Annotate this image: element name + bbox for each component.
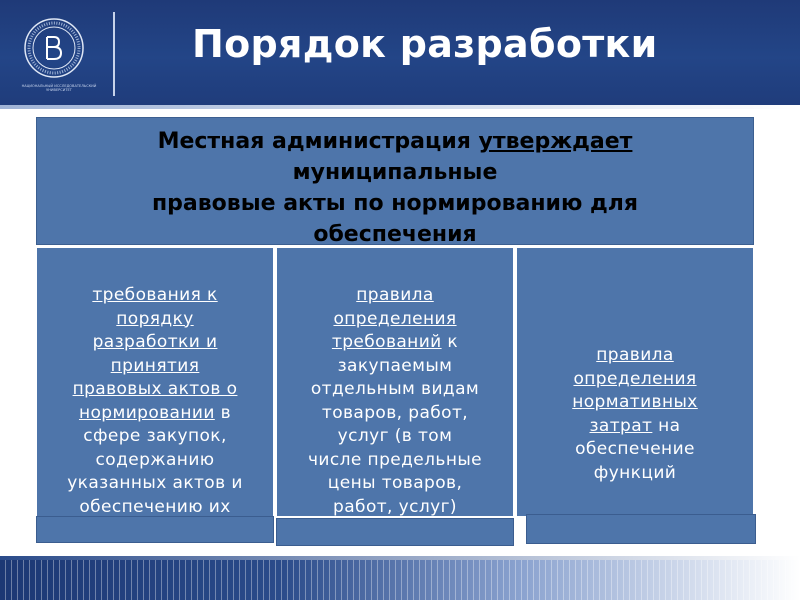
- slide-footer: [0, 560, 800, 600]
- lower-box-3: [526, 514, 756, 544]
- logo-caption: НАЦИОНАЛЬНЫЙ ИССЛЕДОВАТЕЛЬСКИЙ УНИВЕРСИТЕТ: [21, 84, 97, 92]
- column-requirements-procedure: [36, 247, 274, 517]
- column-rest-text: на обеспечение функций: [575, 415, 695, 483]
- statement-underlined: утверждает: [478, 129, 633, 154]
- header-stripe: [0, 105, 800, 109]
- column-requirements-rules: [276, 247, 514, 517]
- slide-header: [0, 0, 800, 105]
- column-rest-text: в сфере закупок, содержанию указанных актов и обеспечению их: [67, 402, 243, 517]
- statement-part1: Местная администрация: [157, 129, 479, 154]
- column-rest-text: к закупаемым отдельным видам товаров, работ, услуг (в том числе предельные цены товаров, работ, услуг): [307, 332, 483, 517]
- header-divider: [113, 12, 115, 96]
- statement-part2: муниципальные правовые акты по нормированию для обеспечения: [151, 160, 639, 247]
- footer-pattern: [0, 560, 800, 600]
- column-underlined-text: требования к порядку разработки и принятия правовых актов о нормировании: [72, 285, 238, 423]
- statement-text: [51, 126, 739, 250]
- column-text: [37, 284, 273, 543]
- lower-box-1: [36, 516, 274, 543]
- slide-title: Порядок разработки: [192, 22, 658, 66]
- column-underlined-text: правила определения требований: [331, 285, 457, 352]
- statement-box: [36, 117, 754, 245]
- hse-logo-icon: [23, 17, 85, 79]
- lower-box-2: [276, 518, 514, 546]
- column-text: [277, 284, 513, 519]
- column-underlined-text: правила определения нормативных затрат: [572, 345, 698, 436]
- column-normative-costs: [516, 247, 754, 517]
- column-text: [517, 344, 753, 485]
